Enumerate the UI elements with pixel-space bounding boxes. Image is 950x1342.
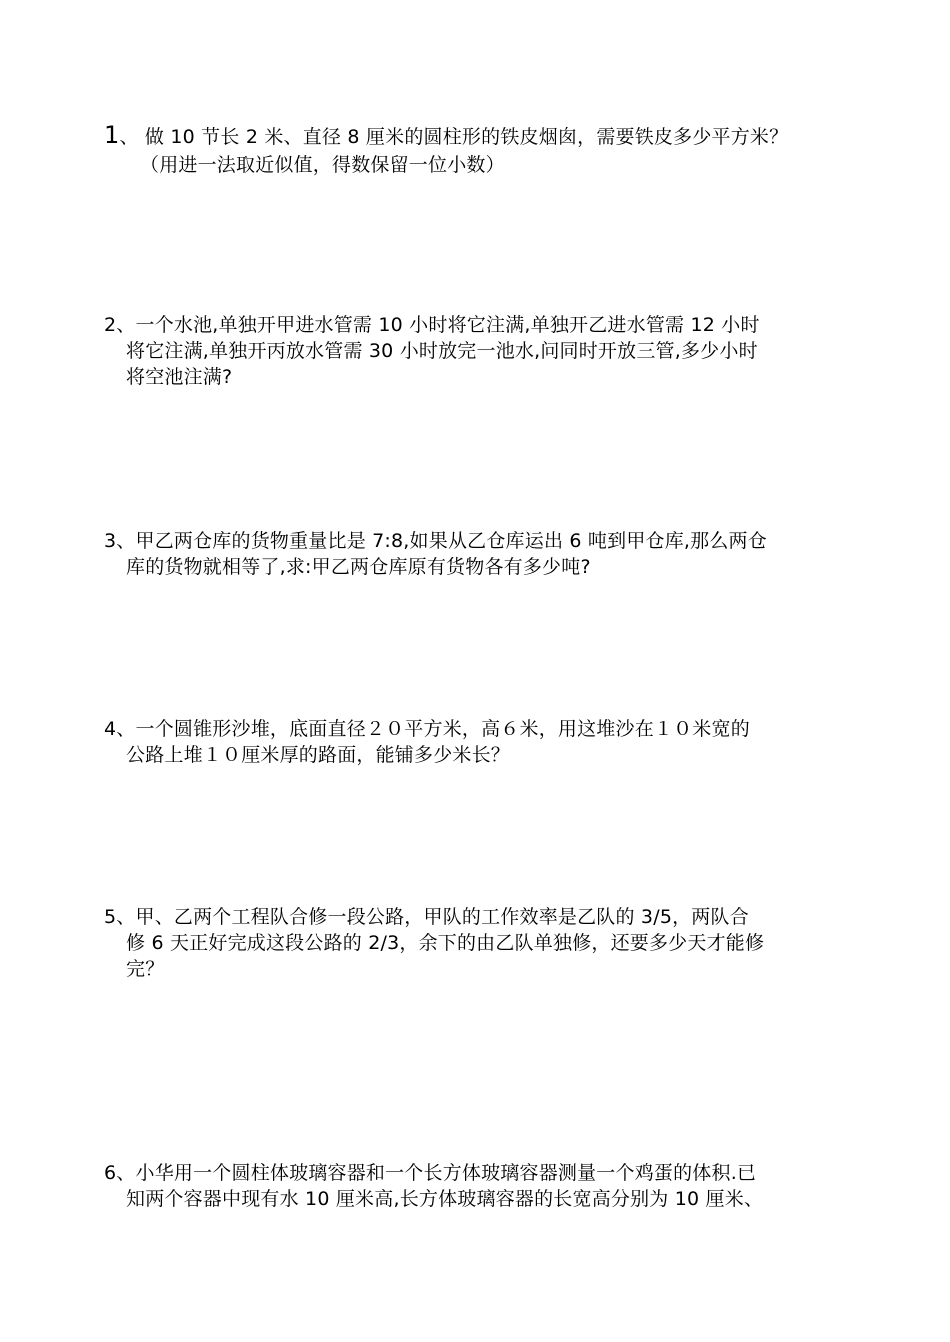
- problem-4-line-1: 4、一个圆锥形沙堆，底面直径２０平方米，高６米，用这堆沙在１０米宽的: [104, 718, 750, 740]
- problem-5-line-1: 5、甲、乙两个工程队合修一段公路，甲队的工作效率是乙队的 3/5，两队合: [104, 906, 749, 928]
- problem-2: [104, 312, 864, 390]
- problem-6-line-1: 6、小华用一个圆柱体玻璃容器和一个长方体玻璃容器测量一个鸡蛋的体积.已: [104, 1162, 757, 1184]
- problem-1-line-2: （用进一法取近似值，得数保留一位小数）: [140, 154, 505, 176]
- problem-5-line-3: 完？: [126, 958, 165, 980]
- problem-1-number: 1: [104, 121, 120, 149]
- problem-4: [104, 716, 864, 768]
- problem-4-line-2: 公路上堆１０厘米厚的路面，能铺多少米长？: [126, 744, 511, 766]
- problem-6: [104, 1160, 864, 1212]
- problem-3-line-1: 3、甲乙两仓库的货物重量比是 7:8,如果从乙仓库运出 6 吨到甲仓库,那么两仓: [104, 530, 767, 552]
- problem-2-line-1: 2、一个水池,单独开甲进水管需 10 小时将它注满,单独开乙进水管需 12 小时: [104, 314, 760, 336]
- problem-6-line-2: 知两个容器中现有水 10 厘米高,长方体玻璃容器的长宽高分别为 10 厘米、: [126, 1188, 764, 1210]
- problem-5: [104, 904, 864, 982]
- problem-5-line-2: 修 6 天正好完成这段公路的 2/3，余下的由乙队单独修，还要多少天才能修: [126, 932, 765, 954]
- problem-3-line-2: 库的货物就相等了,求:甲乙两仓库原有货物各有多少吨?: [126, 556, 591, 578]
- problem-2-line-3: 将空池注满?: [126, 366, 233, 388]
- problem-1-line-1: [104, 120, 864, 152]
- problem-3: [104, 528, 864, 580]
- problem-1: [104, 120, 864, 178]
- problem-2-line-2: 将它注满,单独开丙放水管需 30 小时放完一池水,问同时开放三管,多少小时: [126, 340, 758, 362]
- problem-1-text: 、 做 10 节长 2 米、直径 8 厘米的圆柱形的铁皮烟囱，需要铁皮多少平方米？: [119, 126, 789, 148]
